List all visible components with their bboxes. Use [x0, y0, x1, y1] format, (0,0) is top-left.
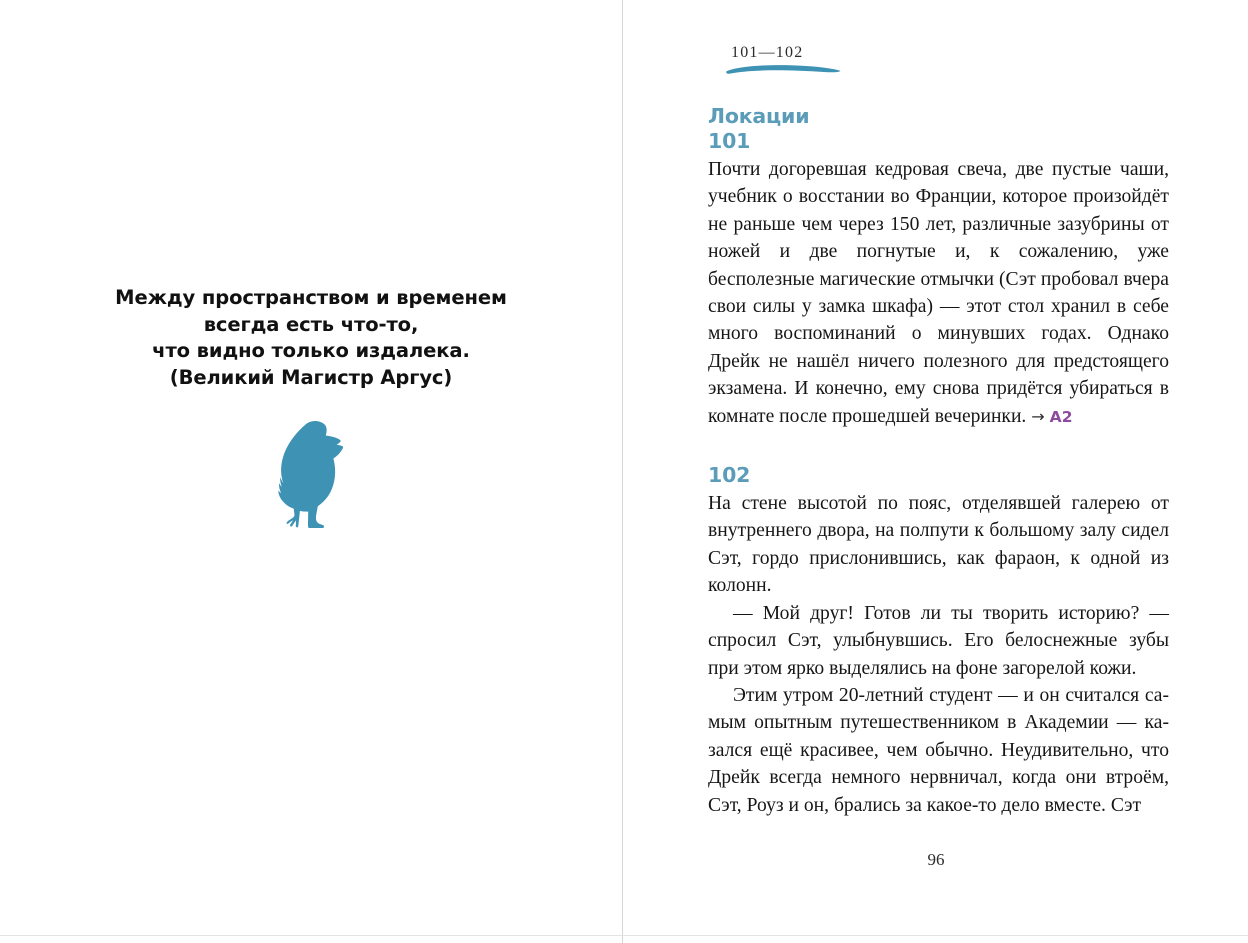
epigraph	[50, 285, 572, 391]
entry-101-text: Почти догоревшая кедровая свеча, две пустые чаши, учебник о восстании во Франции, которое произойдёт не раньше чем через 150 лет, различные зазубрины от ножей и две погнутые и, к сожалению, уже бесполезные магические отмычки (Сэт пробовал вчера свои силы у замка шкафа) — этот стол хранил в себе много воспоминаний о минувших годах. Однако Дрейк не нашёл ничего полезного для предстоящего экзамена. И конечно, ему снова придётся убираться в комнате после прошедшей вечеринки.	[708, 159, 1169, 427]
epigraph-line-4: (Великий Магистр Аргус)	[169, 365, 453, 389]
page-number: 96	[927, 850, 945, 869]
raven-silhouette-icon	[274, 418, 348, 528]
entry-102-paragraph-3: Этим утром 20-летний студент — и он считался самым опытным путешественником в Академии — казался ещё красивее, чем обычно. Неудивительно, что Дрейк всегда немного нервничал, когда они втроём, Сэт, Роуз и он, брались за какое-то дело вместе. Сэт	[708, 684, 1169, 816]
epigraph-line-1: Между пространством и временем	[115, 286, 507, 309]
arrow-icon: →	[1031, 406, 1045, 426]
epigraph-line-3: что видно только издалека.	[152, 339, 470, 362]
running-head	[711, 44, 951, 75]
entry-101	[708, 128, 1169, 431]
epigraph-line-2: всегда есть что-то,	[203, 312, 419, 336]
cross-reference-a2[interactable]: A2	[1049, 407, 1073, 426]
entry-102-paragraph-2: — Мой друг! Готов ли ты творить историю? — спросил Сэт, улыбнувшись. Его белоснежные зубы при этом ярко выделялись на фоне загорелой кожи.	[708, 602, 1169, 679]
right-page	[622, 0, 1248, 943]
section-heading-locations: Локации	[708, 104, 810, 128]
running-head-text: 101—102	[731, 44, 804, 61]
raven-illustration-wrap	[0, 418, 622, 528]
page-content	[708, 104, 1169, 819]
entry-number-101: 101	[708, 129, 751, 153]
entry-101-paragraph	[708, 156, 1169, 431]
entry-number-102: 102	[708, 463, 751, 488]
entry-102	[708, 462, 1169, 819]
left-page	[0, 0, 622, 943]
entry-102-paragraph-1: На стене высотой по пояс, отделявшей галерею от внутреннего двора, на полпути к большому залу сидел Сэт, гордо прислонившись, как фараон, к одной из колонн.	[708, 493, 1169, 597]
brush-rule-icon	[725, 64, 841, 75]
